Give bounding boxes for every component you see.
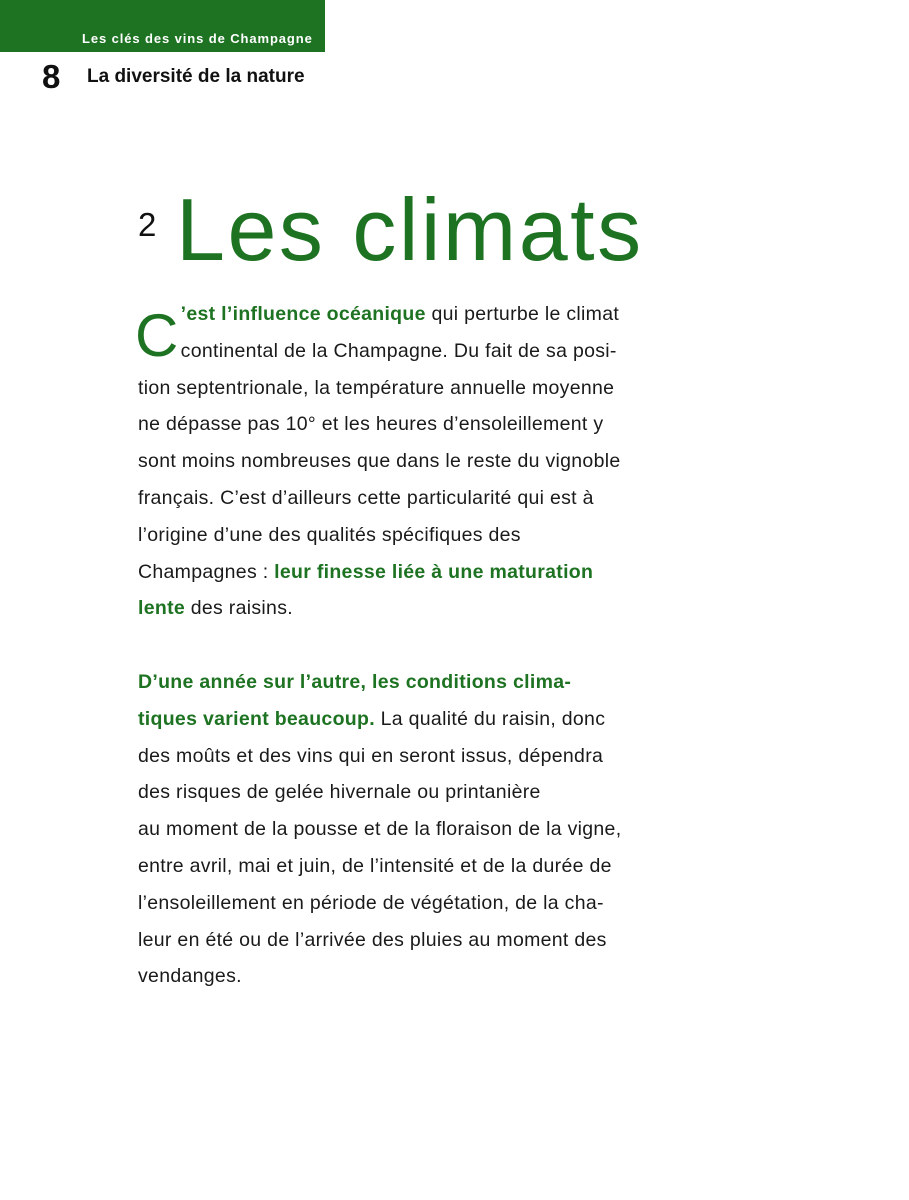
text-line bbox=[138, 701, 674, 738]
book-title: Les clés des vins de Champagne bbox=[82, 31, 313, 46]
text-fragment: La qualité du raisin, donc bbox=[374, 707, 606, 730]
text-line: leur en été ou de l’arrivée des pluies au moment des bbox=[138, 928, 607, 951]
text-line: sont moins nombreuses que dans le reste du vignoble bbox=[138, 450, 621, 473]
highlight-text: ’est l’influence océanique bbox=[180, 303, 426, 325]
text-line: des risques de gelée hivernale ou printanière bbox=[138, 781, 541, 804]
highlight-text: lente bbox=[138, 597, 186, 620]
header-band bbox=[0, 0, 325, 52]
paragraph-2 bbox=[138, 664, 674, 995]
section-title: La diversité de la nature bbox=[87, 66, 305, 87]
highlight-text: D’une année sur l’autre, les conditions clima- bbox=[138, 670, 572, 693]
text-line: tion septentrionale, la température annuelle moyenne bbox=[138, 376, 615, 399]
text-line: des moûts et des vins qui en seront issus, dépendra bbox=[138, 744, 604, 767]
text-line: vendanges. bbox=[138, 965, 242, 988]
chapter-number: 2 bbox=[138, 206, 157, 243]
highlight-text: tiques varient beaucoup. bbox=[138, 707, 375, 730]
page-number: 8 bbox=[42, 58, 61, 95]
paragraph-1 bbox=[135, 296, 674, 627]
text-line bbox=[138, 296, 674, 333]
text-line bbox=[138, 590, 674, 627]
text-line: au moment de la pousse et de la floraison de la vigne, bbox=[138, 818, 622, 841]
text-line: l’ensoleillement en période de végétation, de la cha- bbox=[138, 891, 604, 914]
text-line: l’origine d’une des qualités spécifiques des bbox=[138, 523, 521, 546]
text-line: continental de la Champagne. Du fait de sa posi- bbox=[180, 339, 617, 362]
dropcap: C bbox=[135, 302, 179, 369]
text-line bbox=[138, 554, 674, 591]
text-fragment: Champagnes : bbox=[138, 560, 275, 583]
highlight-text: leur finesse liée à une maturation bbox=[274, 560, 594, 583]
body-text bbox=[135, 296, 674, 995]
text-line: ne dépasse pas 10° et les heures d’ensoleillement y bbox=[138, 413, 604, 436]
text-line: français. C’est d’ailleurs cette particularité qui est à bbox=[138, 486, 594, 509]
chapter-title: Les climats bbox=[176, 180, 644, 279]
text-line: entre avril, mai et juin, de l’intensité et de la durée de bbox=[138, 854, 612, 877]
text-fragment: des raisins. bbox=[185, 597, 293, 620]
text-fragment: qui perturbe le climat bbox=[425, 303, 620, 325]
